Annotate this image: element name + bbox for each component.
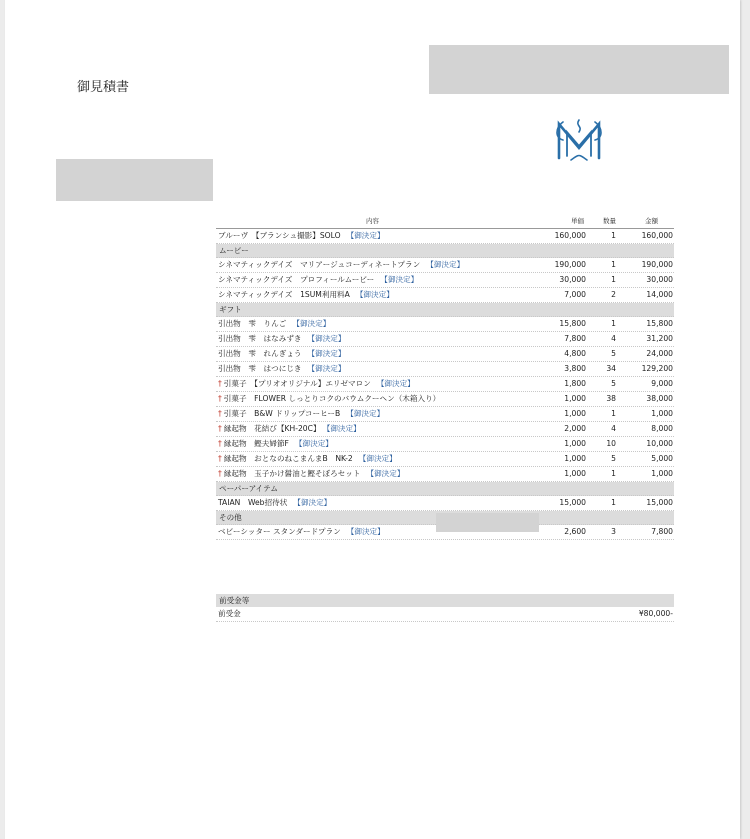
item-quantity: 1: [611, 319, 616, 328]
item-name: 引菓子 FLOWER しっとりコクのバウムクーヘン（木箱入り）: [223, 394, 441, 403]
item-description: [218, 437, 333, 451]
item-status: 【御決定】: [366, 469, 405, 478]
item-description: [218, 377, 415, 391]
item-status: 【御決定】: [358, 454, 397, 463]
prepayment-section-header: 前受金等: [216, 594, 674, 607]
item-unit-price: 15,000: [559, 498, 586, 507]
item-quantity: 38: [606, 394, 616, 403]
item-status: 【御決定】: [346, 409, 385, 418]
item-unit-price: 3,800: [564, 364, 586, 373]
item-name: 縁起物 おとなのねこまんまB NK-2: [223, 454, 353, 463]
item-status: 【御決定】: [426, 260, 465, 269]
table-row: [216, 362, 674, 377]
item-mark: †: [218, 394, 222, 403]
item-amount: 160,000: [641, 231, 673, 240]
item-name: ベビーシッター スタンダードプラン: [218, 527, 341, 536]
item-amount: 10,000: [646, 439, 673, 448]
item-description: [218, 407, 384, 421]
item-description: [218, 258, 464, 272]
prepayment-value: ¥80,000-: [638, 609, 673, 618]
item-quantity: 5: [611, 349, 616, 358]
item-amount: 38,000: [646, 394, 673, 403]
item-amount: 14,000: [646, 290, 673, 299]
item-name: ブルーヴ 【ブランシュ撮影】SOLO: [218, 231, 341, 240]
header-amount: 金額: [645, 217, 658, 225]
item-description: [218, 347, 346, 361]
prepayment-row: [216, 607, 674, 622]
item-name: 引菓子 【プリオオリジナル】エリゼマロン: [223, 379, 371, 388]
item-unit-price: 7,000: [564, 290, 586, 299]
item-amount: 5,000: [651, 454, 673, 463]
table-row: [216, 496, 674, 511]
item-mark: †: [218, 439, 222, 448]
item-unit-price: 1,000: [564, 409, 586, 418]
item-status: 【御決定】: [307, 349, 346, 358]
table-row: [216, 317, 674, 332]
item-description: [218, 496, 331, 510]
item-name: TAIAN Web招待状: [218, 498, 288, 507]
table-row: [216, 288, 674, 303]
item-mark: †: [218, 469, 222, 478]
redacted-block-row: [436, 513, 539, 532]
item-amount: 9,000: [651, 379, 673, 388]
item-quantity: 1: [611, 260, 616, 269]
item-description: [218, 452, 397, 466]
item-status: 【御決定】: [326, 424, 361, 433]
item-description: [218, 392, 440, 406]
item-quantity: 1: [611, 498, 616, 507]
item-status: 【御決定】: [380, 275, 419, 284]
item-unit-price: 30,000: [559, 275, 586, 284]
item-amount: 1,000: [651, 469, 673, 478]
item-unit-price: 15,800: [559, 319, 586, 328]
item-amount: 15,800: [646, 319, 673, 328]
item-amount: 8,000: [651, 424, 673, 433]
item-quantity: 3: [611, 527, 616, 536]
redacted-block-header: [429, 45, 729, 94]
item-description: [218, 362, 346, 376]
item-unit-price: 2,600: [564, 527, 586, 536]
item-amount: 30,000: [646, 275, 673, 284]
item-name: 縁起物 鰹夫婦節F: [223, 439, 289, 448]
item-status: 【御決定】: [355, 290, 394, 299]
item-status: 【御決定】: [293, 498, 332, 507]
item-status: 【御決定】: [307, 364, 346, 373]
item-name: 縁起物 玉子かけ醤油と鰹そぼろセット: [223, 469, 361, 478]
item-amount: 190,000: [641, 260, 673, 269]
item-description: [218, 317, 330, 331]
item-name: 引出物 雫 りんご: [218, 319, 287, 328]
table-row: [216, 437, 674, 452]
item-amount: 1,000: [651, 409, 673, 418]
item-amount: 129,200: [641, 364, 673, 373]
item-quantity: 1: [611, 469, 616, 478]
item-unit-price: 190,000: [554, 260, 586, 269]
section-header: その他: [216, 511, 674, 525]
item-status: 【御決定】: [307, 334, 346, 343]
item-unit-price: 1,000: [564, 454, 586, 463]
item-description: [218, 332, 346, 346]
item-description: [218, 422, 361, 436]
table-row: [216, 347, 674, 362]
item-amount: 24,000: [646, 349, 673, 358]
item-amount: 15,000: [646, 498, 673, 507]
item-mark: †: [218, 424, 222, 433]
item-unit-price: 160,000: [554, 231, 586, 240]
item-quantity: 5: [611, 454, 616, 463]
header-quantity: 数量: [603, 217, 616, 225]
item-name: シネマティックデイズ マリアージュコーディネートプラン: [218, 260, 421, 269]
item-quantity: 1: [611, 275, 616, 284]
item-status: 【御決定】: [294, 439, 333, 448]
item-name: 引菓子 B&W ドリップコーヒーB: [223, 409, 341, 418]
item-status: 【御決定】: [292, 319, 331, 328]
table-row: [216, 407, 674, 422]
item-mark: †: [218, 454, 222, 463]
item-name: 引出物 雫 はつにじき: [218, 364, 302, 373]
item-name: 引出物 雫 れんぎょう: [218, 349, 302, 358]
redacted-block-recipient: [56, 159, 213, 201]
header-unit-price: 単価: [571, 217, 584, 225]
document-page: [5, 0, 740, 839]
table-gap: [216, 540, 674, 594]
item-name: 引出物 雫 はなみずき: [218, 334, 302, 343]
item-quantity: 1: [611, 409, 616, 418]
table-body: [216, 229, 674, 540]
estimate-table: [216, 213, 674, 622]
item-quantity: 10: [606, 439, 616, 448]
table-row: [216, 467, 674, 482]
item-mark: †: [218, 379, 222, 388]
table-row: [216, 273, 674, 288]
item-unit-price: 4,800: [564, 349, 586, 358]
document-title: 御見積書: [77, 80, 130, 95]
section-header: ペーパーアイテム: [216, 482, 674, 496]
item-quantity: 4: [611, 424, 616, 433]
table-row: [216, 422, 674, 437]
table-row: [216, 229, 674, 244]
section-header: ギフト: [216, 303, 674, 317]
item-quantity: 4: [611, 334, 616, 343]
item-status: 【御決定】: [376, 379, 415, 388]
item-name: シネマティックデイズ 1SUM利用料A: [218, 290, 350, 299]
table-row: [216, 377, 674, 392]
table-row: [216, 332, 674, 347]
header-description: 内容: [366, 217, 379, 225]
item-mark: †: [218, 409, 222, 418]
item-description: [218, 273, 418, 287]
item-description: [218, 467, 404, 481]
item-unit-price: 7,800: [564, 334, 586, 343]
item-amount: 7,800: [651, 527, 673, 536]
item-quantity: 1: [611, 231, 616, 240]
item-unit-price: 1,800: [564, 379, 586, 388]
item-unit-price: 1,000: [564, 469, 586, 478]
section-header: ムービー: [216, 244, 674, 258]
table-row: [216, 258, 674, 273]
item-unit-price: 1,000: [564, 439, 586, 448]
prepayment-label: 前受金: [218, 609, 241, 618]
item-status: 【御決定】: [346, 231, 385, 240]
item-quantity: 34: [606, 364, 616, 373]
item-amount: 31,200: [646, 334, 673, 343]
monogram-logo-icon: [553, 114, 605, 166]
item-unit-price: 1,000: [564, 394, 586, 403]
item-description: [218, 229, 385, 243]
item-quantity: 5: [611, 379, 616, 388]
table-row: [216, 452, 674, 467]
item-quantity: 2: [611, 290, 616, 299]
item-description: [218, 288, 394, 302]
item-name: 縁起物 花結び【KH-20C】: [223, 424, 321, 433]
table-header: [216, 213, 674, 229]
item-unit-price: 2,000: [564, 424, 586, 433]
item-name: シネマティックデイズ プロフィールムービー: [218, 275, 375, 284]
table-row: [216, 392, 674, 407]
item-status: 【御決定】: [346, 527, 385, 536]
item-description: [218, 525, 385, 539]
